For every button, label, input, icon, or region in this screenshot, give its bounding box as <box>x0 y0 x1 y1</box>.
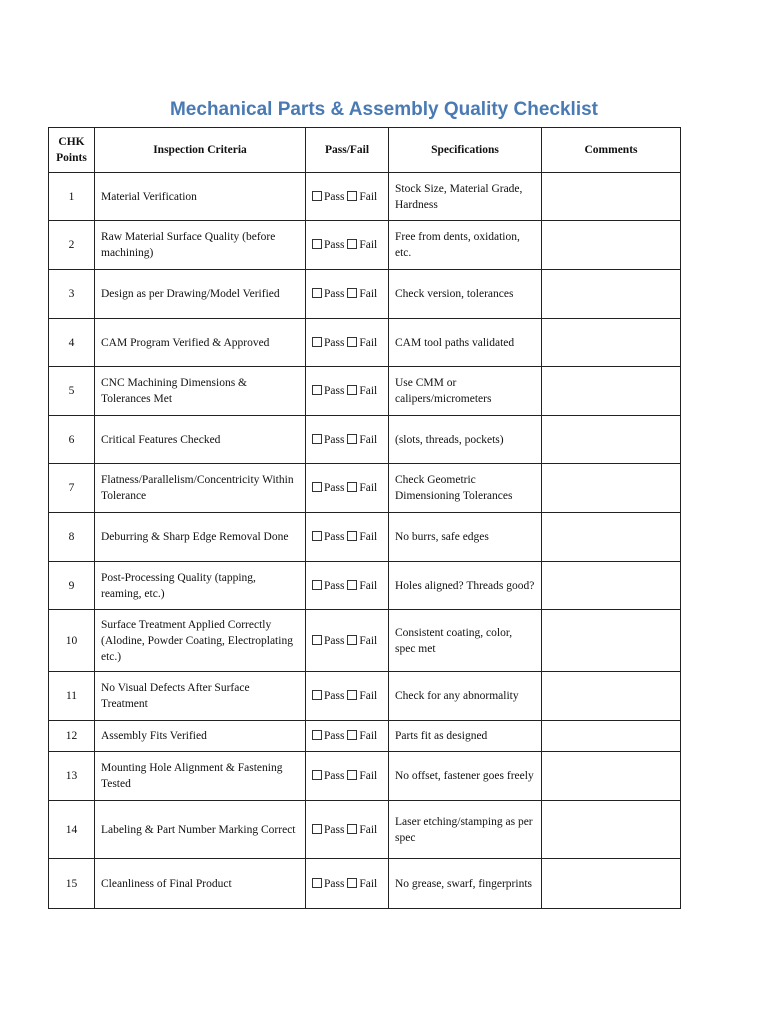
row-number: 5 <box>49 367 95 416</box>
specification-cell: Check Geometric Dimensioning Tolerances <box>389 464 542 513</box>
header-chk-label: CHK <box>58 136 85 148</box>
row-number: 7 <box>49 464 95 513</box>
specification-cell: (slots, threads, pockets) <box>389 416 542 464</box>
inspection-criteria-cell: Assembly Fits Verified <box>95 721 306 752</box>
inspection-criteria-cell: Labeling & Part Number Marking Correct <box>95 801 306 859</box>
pass-fail-cell <box>306 416 389 464</box>
comments-cell[interactable] <box>542 859 681 909</box>
table-row <box>49 173 681 221</box>
comments-cell[interactable] <box>542 801 681 859</box>
specification-cell: Laser etching/stamping as per spec <box>389 801 542 859</box>
fail-label: Fail <box>359 877 378 890</box>
fail-checkbox[interactable] <box>347 531 357 541</box>
header-specifications: Specifications <box>389 128 542 173</box>
row-number: 4 <box>49 319 95 367</box>
fail-checkbox[interactable] <box>347 482 357 492</box>
pass-label: Pass <box>324 823 345 836</box>
pass-checkbox[interactable] <box>312 337 322 347</box>
fail-label: Fail <box>359 482 378 494</box>
fail-checkbox[interactable] <box>347 690 357 700</box>
row-number: 10 <box>49 610 95 672</box>
pass-fail-cell <box>306 464 389 513</box>
specification-cell: Consistent coating, color, spec met <box>389 610 542 672</box>
table-row <box>49 416 681 464</box>
comments-cell[interactable] <box>542 319 681 367</box>
pass-fail-cell <box>306 270 389 319</box>
pass-label: Pass <box>324 482 345 494</box>
pass-label: Pass <box>324 730 345 742</box>
fail-checkbox[interactable] <box>347 580 357 590</box>
comments-cell[interactable] <box>542 416 681 464</box>
row-number: 14 <box>49 801 95 859</box>
pass-fail-cell <box>306 610 389 672</box>
pass-fail-cell <box>306 173 389 221</box>
table-row <box>49 801 681 859</box>
comments-cell[interactable] <box>542 173 681 221</box>
pass-label: Pass <box>324 239 345 251</box>
fail-checkbox[interactable] <box>347 434 357 444</box>
fail-checkbox[interactable] <box>347 239 357 249</box>
pass-fail-cell <box>306 672 389 721</box>
pass-checkbox[interactable] <box>312 730 322 740</box>
comments-cell[interactable] <box>542 721 681 752</box>
fail-label: Fail <box>359 433 378 446</box>
inspection-criteria-cell: Flatness/Parallelism/Concentricity Within Tolerance <box>95 464 306 513</box>
inspection-criteria-cell: CAM Program Verified & Approved <box>95 319 306 367</box>
pass-label: Pass <box>324 336 345 349</box>
header-pass-fail: Pass/Fail <box>306 128 389 173</box>
row-number: 11 <box>49 672 95 721</box>
specification-cell: Parts fit as designed <box>389 721 542 752</box>
pass-fail-cell <box>306 801 389 859</box>
table-row <box>49 464 681 513</box>
pass-label: Pass <box>324 634 345 647</box>
table-row <box>49 221 681 270</box>
header-row <box>49 128 681 173</box>
specification-cell: No grease, swarf, fingerprints <box>389 859 542 909</box>
fail-label: Fail <box>359 288 378 300</box>
pass-label: Pass <box>324 690 345 702</box>
pass-fail-cell <box>306 721 389 752</box>
inspection-criteria-cell: Critical Features Checked <box>95 416 306 464</box>
fail-label: Fail <box>359 336 378 349</box>
pass-checkbox[interactable] <box>312 878 322 888</box>
specification-cell: No offset, fastener goes freely <box>389 752 542 801</box>
fail-label: Fail <box>359 823 378 836</box>
fail-label: Fail <box>359 634 378 647</box>
fail-label: Fail <box>359 531 378 543</box>
comments-cell[interactable] <box>542 221 681 270</box>
pass-checkbox[interactable] <box>312 434 322 444</box>
table-row <box>49 610 681 672</box>
specification-cell: Free from dents, oxidation, etc. <box>389 221 542 270</box>
fail-checkbox[interactable] <box>347 385 357 395</box>
inspection-criteria-cell: Design as per Drawing/Model Verified <box>95 270 306 319</box>
specification-cell: Check for any abnormality <box>389 672 542 721</box>
pass-fail-cell <box>306 513 389 562</box>
inspection-criteria-cell: CNC Machining Dimensions & Tolerances Met <box>95 367 306 416</box>
specification-cell: Stock Size, Material Grade, Hardness <box>389 173 542 221</box>
inspection-criteria-cell: Raw Material Surface Quality (before machining) <box>95 221 306 270</box>
row-number: 8 <box>49 513 95 562</box>
pass-label: Pass <box>324 770 345 782</box>
header-comments: Comments <box>542 128 681 173</box>
fail-checkbox[interactable] <box>347 730 357 740</box>
fail-checkbox[interactable] <box>347 288 357 298</box>
inspection-criteria-cell: No Visual Defects After Surface Treatment <box>95 672 306 721</box>
pass-checkbox[interactable] <box>312 385 322 395</box>
pass-checkbox[interactable] <box>312 770 322 780</box>
fail-label: Fail <box>359 579 378 592</box>
pass-checkbox[interactable] <box>312 482 322 492</box>
pass-fail-cell <box>306 221 389 270</box>
fail-label: Fail <box>359 190 378 203</box>
specification-cell: Holes aligned? Threads good? <box>389 562 542 610</box>
row-number: 6 <box>49 416 95 464</box>
pass-checkbox[interactable] <box>312 288 322 298</box>
page-title: Mechanical Parts & Assembly Quality Checklist <box>169 99 599 120</box>
inspection-criteria-cell: Material Verification <box>95 173 306 221</box>
pass-label: Pass <box>324 433 345 446</box>
pass-fail-cell <box>306 367 389 416</box>
table-row <box>49 859 681 909</box>
pass-checkbox[interactable] <box>312 580 322 590</box>
header-chk-points <box>49 128 95 173</box>
comments-cell[interactable] <box>542 672 681 721</box>
row-number: 15 <box>49 859 95 909</box>
table-row <box>49 270 681 319</box>
comments-cell[interactable] <box>542 270 681 319</box>
table-row <box>49 721 681 752</box>
specification-cell: CAM tool paths validated <box>389 319 542 367</box>
inspection-criteria-cell: Surface Treatment Applied Correctly (Alodine, Powder Coating, Electroplating etc.) <box>95 610 306 672</box>
specification-cell: Check version, tolerances <box>389 270 542 319</box>
fail-label: Fail <box>359 385 378 397</box>
pass-label: Pass <box>324 877 345 890</box>
table-row <box>49 319 681 367</box>
pass-label: Pass <box>324 385 345 397</box>
header-points-label: Points <box>56 152 87 164</box>
row-number: 13 <box>49 752 95 801</box>
comments-cell[interactable] <box>542 562 681 610</box>
inspection-criteria-cell: Deburring & Sharp Edge Removal Done <box>95 513 306 562</box>
row-number: 3 <box>49 270 95 319</box>
row-number: 2 <box>49 221 95 270</box>
fail-checkbox[interactable] <box>347 824 357 834</box>
pass-label: Pass <box>324 288 345 300</box>
pass-checkbox[interactable] <box>312 531 322 541</box>
inspection-criteria-cell: Post-Processing Quality (tapping, reaming, etc.) <box>95 562 306 610</box>
fail-checkbox[interactable] <box>347 770 357 780</box>
table-row <box>49 562 681 610</box>
pass-label: Pass <box>324 579 345 592</box>
fail-label: Fail <box>359 239 378 251</box>
fail-checkbox[interactable] <box>347 191 357 201</box>
specification-cell: No burrs, safe edges <box>389 513 542 562</box>
row-number: 1 <box>49 173 95 221</box>
fail-checkbox[interactable] <box>347 878 357 888</box>
fail-checkbox[interactable] <box>347 635 357 645</box>
pass-checkbox[interactable] <box>312 690 322 700</box>
table-row <box>49 672 681 721</box>
inspection-criteria-cell: Cleanliness of Final Product <box>95 859 306 909</box>
comments-cell[interactable] <box>542 464 681 513</box>
pass-fail-cell <box>306 752 389 801</box>
pass-fail-cell <box>306 562 389 610</box>
comments-cell[interactable] <box>542 610 681 672</box>
inspection-criteria-cell: Mounting Hole Alignment & Fastening Tested <box>95 752 306 801</box>
row-number: 12 <box>49 721 95 752</box>
table-row <box>49 367 681 416</box>
fail-label: Fail <box>359 770 378 782</box>
checklist-table <box>48 127 681 909</box>
comments-cell[interactable] <box>542 367 681 416</box>
pass-checkbox[interactable] <box>312 191 322 201</box>
pass-label: Pass <box>324 531 345 543</box>
pass-label: Pass <box>324 190 345 203</box>
fail-label: Fail <box>359 690 378 702</box>
pass-fail-cell <box>306 319 389 367</box>
row-number: 9 <box>49 562 95 610</box>
header-inspection-criteria: Inspection Criteria <box>95 128 306 173</box>
fail-checkbox[interactable] <box>347 337 357 347</box>
table-row <box>49 513 681 562</box>
specification-cell: Use CMM or calipers/micrometers <box>389 367 542 416</box>
table-row <box>49 752 681 801</box>
pass-checkbox[interactable] <box>312 824 322 834</box>
comments-cell[interactable] <box>542 513 681 562</box>
comments-cell[interactable] <box>542 752 681 801</box>
pass-checkbox[interactable] <box>312 239 322 249</box>
checklist-body <box>49 173 681 909</box>
fail-label: Fail <box>359 730 378 742</box>
pass-fail-cell <box>306 859 389 909</box>
pass-checkbox[interactable] <box>312 635 322 645</box>
